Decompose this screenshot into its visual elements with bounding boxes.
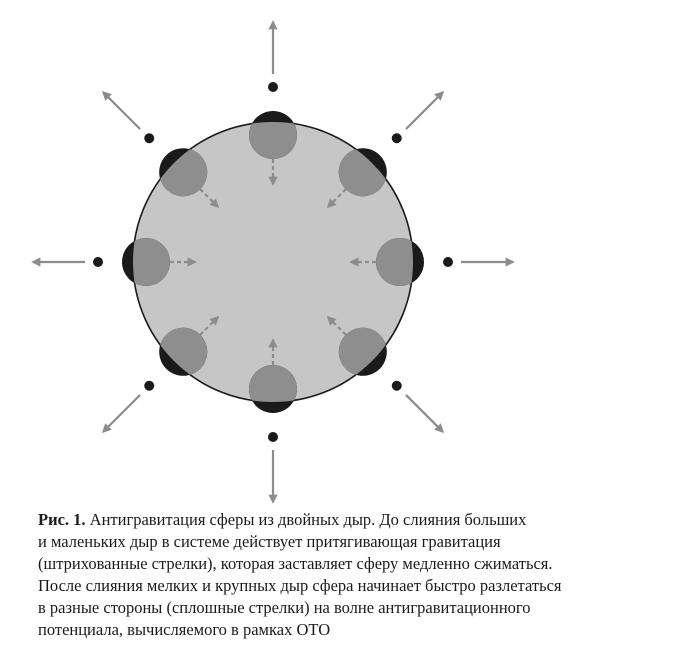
small-hole-bottom-left: [144, 381, 154, 391]
small-hole-bottom-right: [392, 381, 402, 391]
caption-line-4: После слияния мелких и крупных дыр сфера начинает быстро разлетаться: [38, 576, 562, 595]
outward-solid-arrow-bottom-right: [406, 395, 443, 432]
outward-solid-arrow-bottom-left: [103, 395, 140, 432]
caption-line-3: (штрихованные стрелки), которая заставляет сферу медленно сжиматься.: [38, 554, 553, 573]
caption-line-1: [38, 509, 690, 531]
figure-caption: [38, 509, 690, 641]
caption-line-2: и маленьких дыр в системе действует притягивающая гравитация: [38, 532, 501, 551]
small-hole-top-right: [392, 133, 402, 143]
small-hole-left: [93, 257, 103, 267]
outward-solid-arrow-top-right: [406, 92, 443, 129]
outward-solid-arrow-top-left: [103, 92, 140, 129]
caption-line-5: в разные стороны (сплошные стрелки) на волне антигравитационного: [38, 598, 531, 617]
small-hole-right: [443, 257, 453, 267]
caption-line-6: потенциала, вычисляемого в рамках ОТО: [38, 620, 331, 639]
small-hole-top-left: [144, 133, 154, 143]
small-hole-top: [268, 82, 278, 92]
caption-text-1: Антигравитация сферы из двойных дыр. До слияния больших: [89, 510, 527, 529]
small-hole-bottom: [268, 432, 278, 442]
figure-label: Рис. 1.: [38, 510, 86, 529]
